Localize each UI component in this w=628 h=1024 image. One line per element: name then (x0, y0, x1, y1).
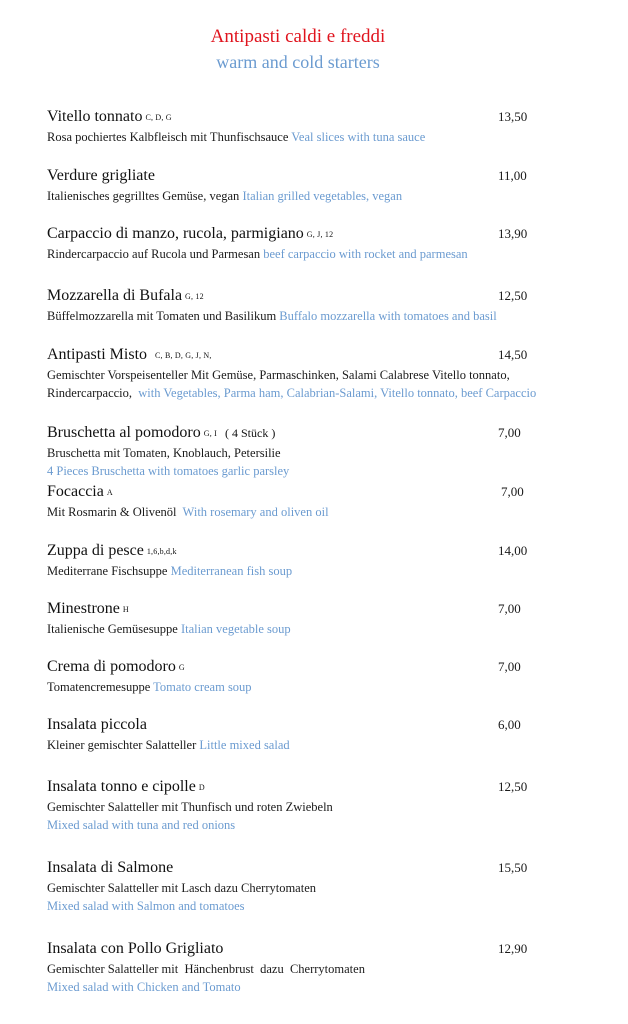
menu-section-title: Antipasti caldi e freddi (210, 26, 386, 47)
item-description-de: Kleiner gemischter Salatteller (47, 738, 197, 752)
item-description-de: Bruschetta mit Tomaten, Knoblauch, Petersilie (47, 446, 281, 460)
item-price: 11,00 (498, 168, 527, 183)
item-description-en: Buffalo mozzarella with tomatoes and basil (279, 309, 497, 323)
item-description-en: Italian grilled vegetables, vegan (242, 189, 403, 203)
item-name: Insalata con Pollo Grigliato (47, 940, 224, 957)
item-description-en: beef carpaccio with rocket and parmesan (263, 247, 468, 261)
menu-item (47, 857, 587, 915)
item-allergens: G (178, 663, 185, 672)
menu-item (47, 598, 587, 638)
menu-item (47, 656, 587, 696)
item-price: 14,00 (498, 543, 528, 558)
item-price: 13,50 (498, 109, 528, 124)
item-description-de: Italienisches gegrilltes Gemüse, vegan (47, 189, 240, 203)
item-allergens: D (198, 783, 205, 792)
item-price: 7,00 (498, 425, 521, 440)
item-description-de: Mediterrane Fischsuppe (47, 564, 168, 578)
item-description-de: Italienische Gemüsesuppe (47, 622, 178, 636)
item-description-de: Gemischter Salatteller mit Hänchenbrust dazu Cherrytomaten (47, 962, 365, 976)
item-description-en: Little mixed salad (199, 738, 290, 752)
item-price: 12,90 (498, 941, 528, 956)
item-description-en: Veal slices with tuna sauce (291, 130, 426, 144)
item-description-de: Rindercarpaccio auf Rucola und Parmesan (47, 247, 261, 261)
item-description-en: Mixed salad with Salmon and tomatoes (47, 899, 245, 913)
item-allergens: 1,6,b,d,k (146, 547, 177, 556)
menu-item (47, 938, 587, 996)
menu-item (47, 285, 587, 325)
menu-item (47, 776, 587, 834)
item-name: Insalata piccola (47, 716, 147, 733)
item-allergens: G, 12 (185, 292, 204, 301)
item-description-de: Gemischter Salatteller mit Lasch dazu Cherrytomaten (47, 881, 317, 895)
item-allergens: C, B, D, G, J, N, (155, 351, 212, 360)
menu-item (47, 422, 587, 480)
item-description-de: Mit Rosmarin & Olivenöl (47, 505, 177, 519)
menu-item (47, 165, 587, 205)
item-description-de: Büffelmozzarella mit Tomaten und Basilikum (47, 309, 277, 323)
item-allergens: C, D, G (145, 113, 172, 122)
item-description-en: With rosemary and oliven oil (182, 505, 329, 519)
item-allergens: A (106, 488, 113, 497)
item-allergens: G, I (203, 429, 217, 438)
menu-item (47, 344, 587, 402)
menu-item (47, 540, 587, 580)
item-price: 12,50 (498, 288, 528, 303)
item-description-en: with Vegetables, Parma ham, Calabrian-Salami, Vitello tonnato, beef Carpaccio (138, 386, 537, 400)
item-name: Mozzarella di Bufala (47, 287, 183, 304)
item-name: Focaccia (47, 483, 104, 500)
menu-item (47, 223, 587, 263)
item-name: Minestrone (47, 600, 120, 617)
item-price: 13,90 (498, 226, 528, 241)
item-description-en: Tomato cream soup (153, 680, 252, 694)
item-name: Bruschetta al pomodoro (47, 424, 201, 441)
item-price: 7,00 (501, 484, 524, 499)
item-allergens: H (122, 605, 129, 614)
menu-item (47, 714, 587, 754)
item-description-de: Tomatencremesuppe (47, 680, 151, 694)
item-allergens: G, J, 12 (306, 230, 334, 239)
item-price: 7,00 (498, 659, 521, 674)
item-name: Insalata di Salmone (47, 859, 174, 876)
menu-item (47, 481, 587, 521)
menu-section-subtitle: warm and cold starters (216, 52, 380, 72)
item-name: Crema di pomodoro (47, 658, 176, 675)
item-price: 6,00 (498, 717, 521, 732)
item-price: 7,00 (498, 601, 521, 616)
item-price: 12,50 (498, 779, 528, 794)
item-name: Verdure grigliate (47, 167, 155, 184)
item-name: Carpaccio di manzo, rucola, parmigiano (47, 225, 304, 242)
menu-item (47, 106, 587, 146)
item-description-en: Italian vegetable soup (180, 622, 291, 636)
item-description-de: Gemischter Salatteller mit Thunfisch und roten Zwiebeln (47, 800, 333, 814)
item-description-en: Mediterranean fish soup (170, 564, 293, 578)
item-price: 15,50 (498, 860, 528, 875)
item-description-en: 4 Pieces Bruschetta with tomatoes garlic parsley (47, 464, 290, 478)
item-description-de: Rosa pochiertes Kalbfleisch mit Thunfischsauce (47, 130, 289, 144)
item-description-en: Mixed salad with Chicken and Tomato (47, 980, 241, 994)
item-name: Zuppa di pesce (47, 542, 144, 559)
item-description-de: Gemischter Vorspeisenteller Mit Gemüse, Parmaschinken, Salami Calabrese Vitello tonnato, Rindercarpaccio, (47, 368, 510, 400)
item-name: Vitello tonnato (47, 108, 143, 125)
item-price: 14,50 (498, 347, 528, 362)
item-portion-note: ( 4 Stück ) (225, 426, 276, 440)
item-description-en: Mixed salad with tuna and red onions (47, 818, 236, 832)
item-name: Antipasti Misto (47, 346, 148, 363)
item-name: Insalata tonno e cipolle (47, 778, 196, 795)
